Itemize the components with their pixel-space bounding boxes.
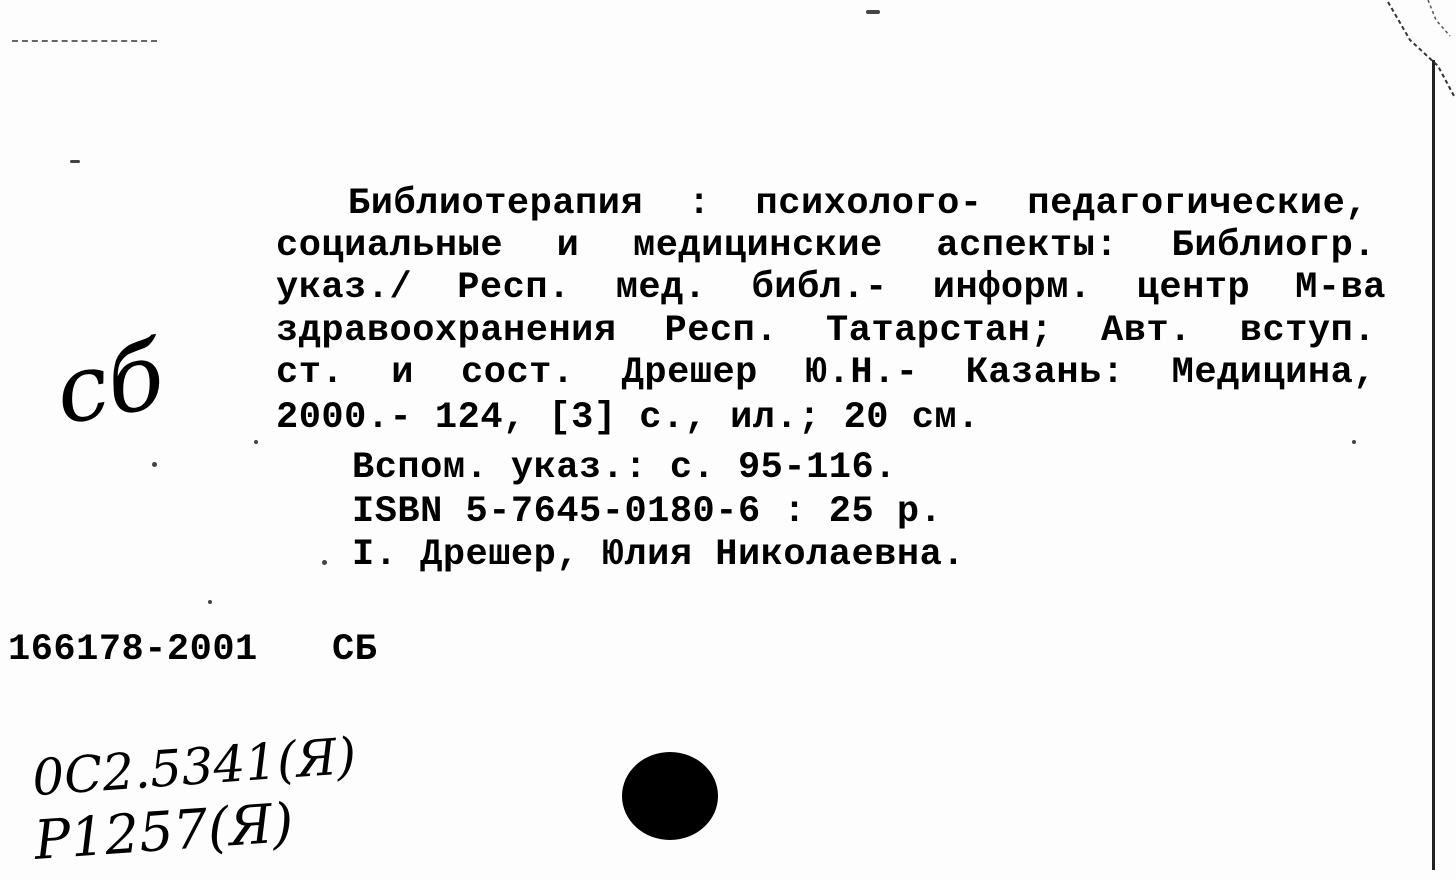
scan-speck xyxy=(254,440,258,444)
card-right-edge xyxy=(1432,60,1435,870)
title-line-1: Библиотерапия : психолого- педагогические, xyxy=(348,183,1368,225)
scan-speck xyxy=(208,600,212,604)
handwritten-shelf-mark-2: Р1257(Я) xyxy=(32,791,296,872)
handwritten-mark: сб xyxy=(47,321,173,446)
collection-code: СБ xyxy=(332,629,378,671)
corner-fold-mark xyxy=(1380,0,1456,100)
scan-speck xyxy=(1352,440,1356,444)
punch-hole xyxy=(622,752,718,840)
title-line-6: 2000.- 124, [3] с., ил.; 20 см. xyxy=(276,397,980,439)
title-line-3: указ./ Респ. мед. библ.- информ. центр М-ва xyxy=(276,267,1386,309)
scan-speck xyxy=(70,160,80,163)
top-dashed-rule xyxy=(12,40,157,42)
handwritten-shelf-mark-1: 0С2.5341(Я) xyxy=(30,726,359,808)
title-line-4: здравоохранения Респ. Татарстан; Авт. вступ. xyxy=(276,310,1376,352)
index-note: Вспом. указ.: с. 95-116. xyxy=(352,447,897,489)
scan-speck xyxy=(866,10,880,14)
accession-number: 166178-2001 xyxy=(8,629,258,671)
title-line-5: ст. и сост. Дрешер Ю.Н.- Казань: Медицина, xyxy=(276,352,1376,394)
title-line-2: социальные и медицинские аспекты: Библиогр. xyxy=(276,225,1376,267)
isbn-line: ISBN 5-7645-0180-6 : 25 р. xyxy=(352,491,943,533)
added-entry: I. Дрешер, Юлия Николаевна. xyxy=(352,534,965,576)
scan-speck xyxy=(322,560,327,565)
scan-speck xyxy=(152,462,157,467)
